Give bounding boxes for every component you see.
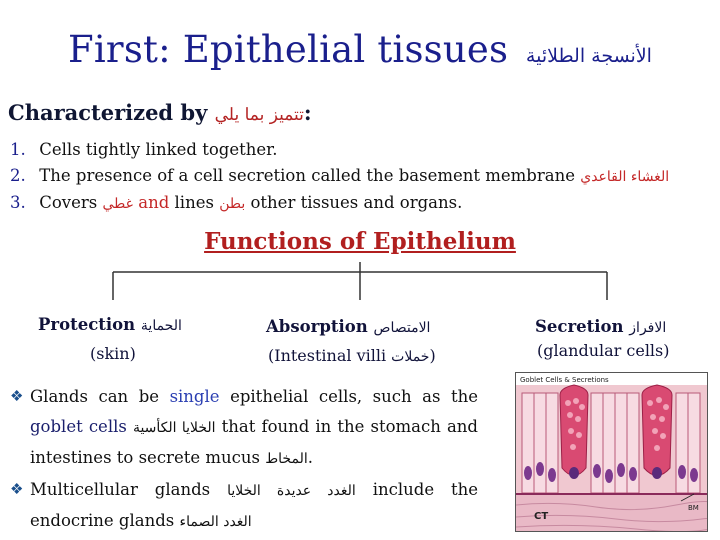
- function-sub-close: ): [429, 346, 436, 365]
- list-arabic: بطن: [219, 196, 246, 212]
- figure-label-ct: CT: [534, 511, 549, 522]
- function-secretion: [535, 317, 666, 336]
- glands-bullets: [8, 382, 478, 538]
- functions-title: Functions of Epithelium: [204, 228, 516, 255]
- list-text: The presence of a cell secretion called the basement membrane: [39, 166, 575, 185]
- list-number: 2.: [10, 166, 26, 185]
- bullet-text: that found in the stomach and intestines to secrete mucus: [30, 416, 478, 467]
- goblet-cells-figure: [515, 372, 708, 532]
- list-text: Covers: [39, 193, 98, 212]
- bullet-text: .: [307, 448, 313, 467]
- bullet-text: include the endocrine glands: [30, 479, 479, 530]
- function-label: Protection: [38, 315, 136, 334]
- function-absorption: [266, 317, 430, 336]
- function-arabic: الافراز: [629, 320, 667, 336]
- bullet-arabic: المخاط: [265, 451, 308, 467]
- bullet-item: [8, 382, 478, 475]
- function-arabic: الحماية: [140, 318, 182, 334]
- function-label: Absorption: [266, 317, 368, 336]
- epithelium-illustration: [516, 373, 708, 532]
- bullet-arabic: الخلايا الكأسية: [132, 419, 216, 436]
- function-protection-sub: (skin): [90, 344, 136, 363]
- bullet-text: Multicellular glands: [30, 479, 211, 499]
- goblet-cell-left: [560, 385, 588, 479]
- goblet-cell-right: [642, 385, 672, 479]
- bullet-icon: ❖: [10, 387, 24, 405]
- figure-label-bm: BM: [688, 504, 699, 512]
- title-arabic: الأنسجة الطلائية: [525, 45, 652, 67]
- list-text: Cells tightly linked together.: [39, 140, 278, 159]
- characterized-arabic: تتميز بما يلي: [214, 105, 304, 125]
- bullet-item: [8, 475, 478, 538]
- list-number: 1.: [10, 140, 26, 159]
- bullet-highlight: single: [169, 387, 220, 406]
- characterized-label: Characterized by: [8, 100, 208, 125]
- bullet-text: Glands can be: [30, 387, 160, 406]
- function-label: Secretion: [535, 317, 624, 336]
- bullet-arabic: الغدد الصماء: [179, 514, 252, 530]
- bullet-highlight: goblet cells: [30, 416, 127, 436]
- list-arabic: الغشاء القاعدي: [580, 169, 670, 185]
- characterized-colon: :: [303, 100, 312, 125]
- function-secretion-sub: (glandular cells): [537, 341, 670, 360]
- list-text: other tissues and organs.: [250, 193, 463, 212]
- bullet-icon: ❖: [10, 479, 24, 498]
- figure-caption: Goblet Cells & Secretions: [520, 376, 609, 384]
- function-arabic: الامتصاص: [373, 320, 431, 336]
- function-absorption-sub: [268, 346, 436, 365]
- list-and: and: [138, 193, 170, 212]
- list-number: 3.: [10, 193, 26, 212]
- function-protection: [38, 315, 182, 334]
- list-text: lines: [174, 193, 214, 212]
- function-sub-text: (Intestinal villi: [268, 346, 387, 365]
- function-sub-arabic: خملات: [391, 349, 430, 365]
- bullet-arabic: الغدد عديدة الخلايا: [227, 482, 356, 499]
- list-arabic: غطي: [102, 196, 133, 212]
- bullet-text: epithelial cells, such as the: [230, 387, 479, 406]
- title-english: First: Epithelial tissues: [68, 28, 509, 71]
